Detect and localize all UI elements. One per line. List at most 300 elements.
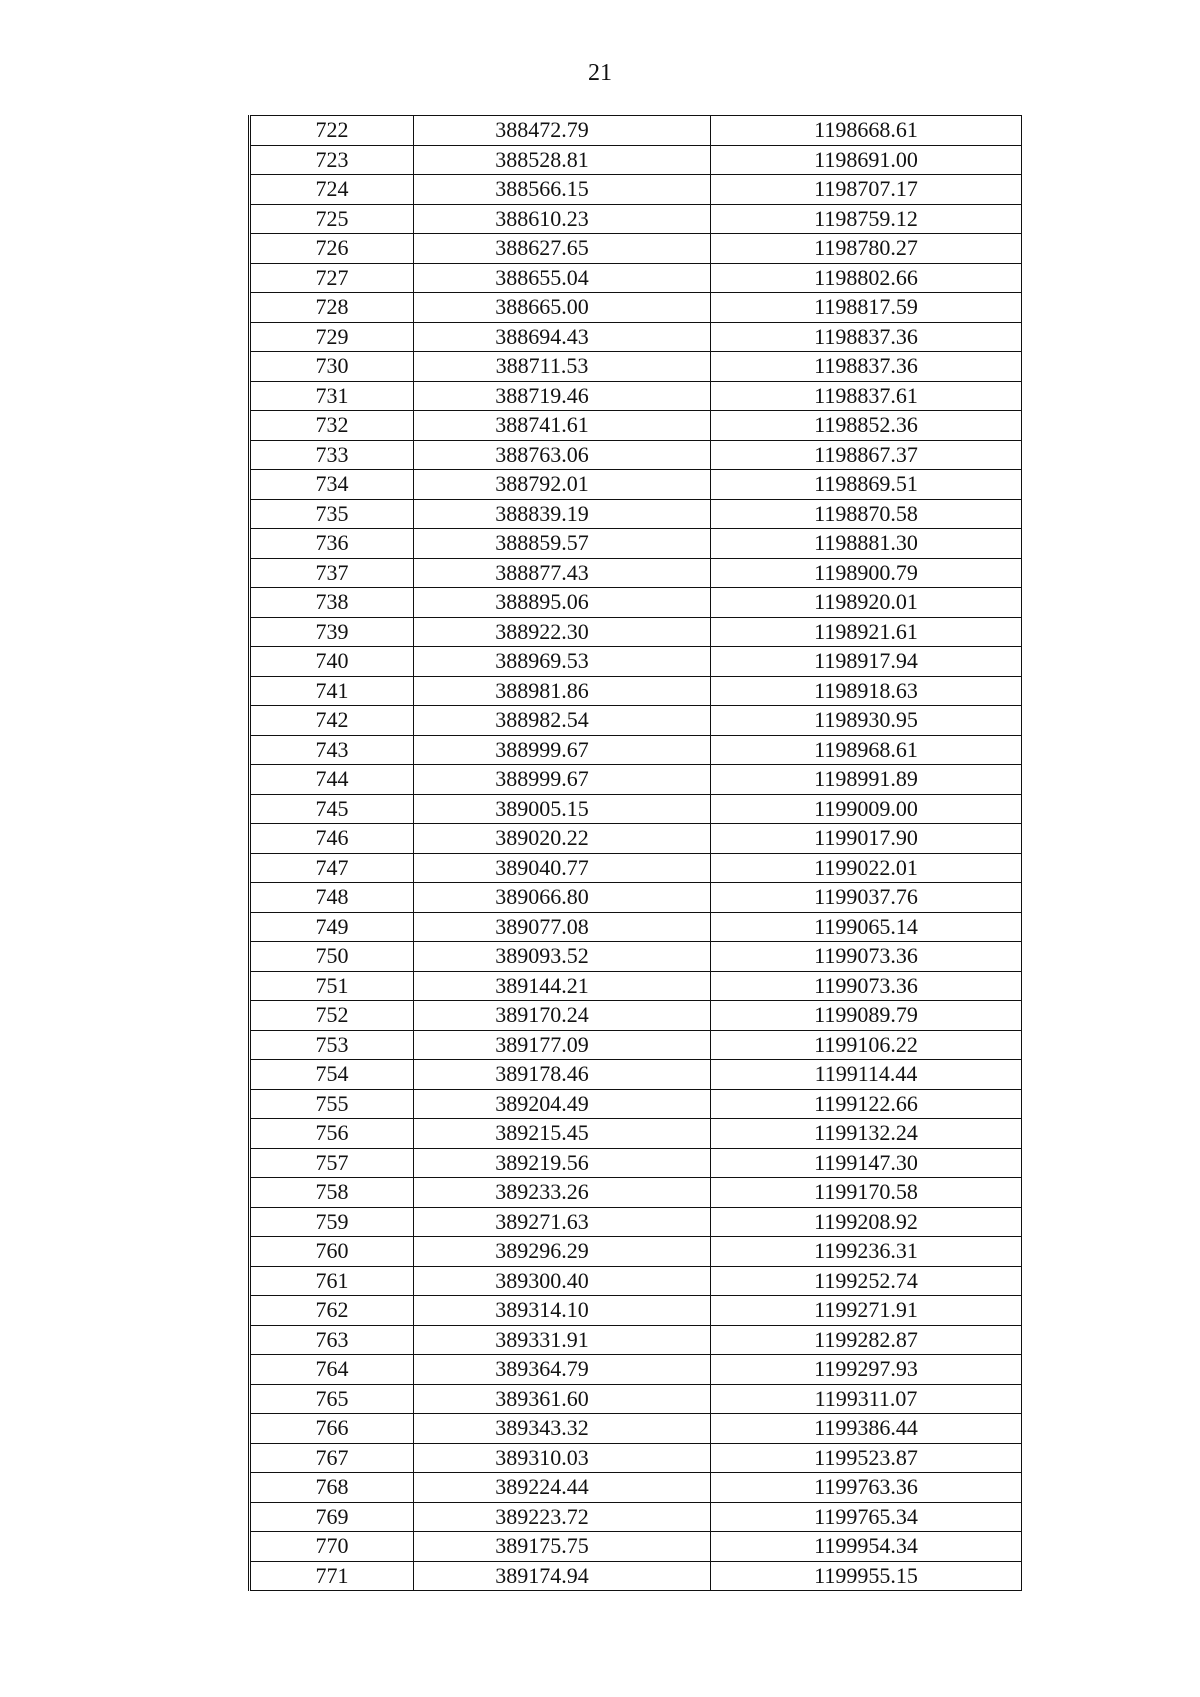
point-number-cell <box>250 706 414 736</box>
point-number-cell <box>250 204 414 234</box>
y-coordinate-value: 1199955.15 <box>814 1562 918 1588</box>
x-coordinate-value: 389066.80 <box>495 884 589 910</box>
y-coordinate-value: 1199022.01 <box>814 854 918 880</box>
table-row <box>250 942 1022 972</box>
table-row <box>250 676 1022 706</box>
point-number-cell <box>250 1473 414 1503</box>
point-number-value: 744 <box>315 766 349 792</box>
y-coordinate-value: 1199311.07 <box>814 1385 918 1411</box>
x-coordinate-cell <box>414 735 711 765</box>
y-coordinate-cell <box>711 971 1022 1001</box>
y-coordinate-value: 1199114.44 <box>814 1061 918 1087</box>
point-number-value: 755 <box>315 1090 349 1116</box>
point-number-cell <box>250 676 414 706</box>
x-coordinate-cell <box>414 794 711 824</box>
y-coordinate-value: 1199017.90 <box>814 825 918 851</box>
x-coordinate-value: 389175.75 <box>495 1533 589 1559</box>
y-coordinate-value: 1198968.61 <box>814 736 918 762</box>
point-number-cell <box>250 1089 414 1119</box>
point-number-cell <box>250 1178 414 1208</box>
y-coordinate-cell <box>711 411 1022 441</box>
x-coordinate-value: 388969.53 <box>495 648 589 674</box>
y-coordinate-cell <box>711 1207 1022 1237</box>
coordinate-table <box>248 115 1022 1591</box>
y-coordinate-value: 1198870.58 <box>814 500 918 526</box>
y-coordinate-cell <box>711 116 1022 146</box>
table-row <box>250 1414 1022 1444</box>
table-row <box>250 971 1022 1001</box>
x-coordinate-cell <box>414 588 711 618</box>
point-number-cell <box>250 558 414 588</box>
point-number-value: 725 <box>315 205 349 231</box>
x-coordinate-cell <box>414 1325 711 1355</box>
x-coordinate-value: 389271.63 <box>495 1208 589 1234</box>
x-coordinate-cell <box>414 558 711 588</box>
point-number-cell <box>250 411 414 441</box>
point-number-cell <box>250 234 414 264</box>
x-coordinate-value: 389361.60 <box>495 1385 589 1411</box>
x-coordinate-cell <box>414 1473 711 1503</box>
point-number-value: 766 <box>315 1415 349 1441</box>
y-coordinate-value: 1199170.58 <box>814 1179 918 1205</box>
y-coordinate-value: 1198837.36 <box>814 353 918 379</box>
point-number-value: 745 <box>315 795 349 821</box>
x-coordinate-cell <box>414 381 711 411</box>
point-number-value: 737 <box>315 559 349 585</box>
y-coordinate-cell <box>711 1355 1022 1385</box>
y-coordinate-cell <box>711 912 1022 942</box>
y-coordinate-value: 1199282.87 <box>814 1326 918 1352</box>
x-coordinate-cell <box>414 293 711 323</box>
table-row <box>250 735 1022 765</box>
y-coordinate-cell <box>711 145 1022 175</box>
coordinate-table-body <box>250 116 1022 1591</box>
point-number-cell <box>250 1266 414 1296</box>
y-coordinate-value: 1198780.27 <box>814 235 918 261</box>
x-coordinate-cell <box>414 529 711 559</box>
y-coordinate-value: 1198867.37 <box>814 441 918 467</box>
x-coordinate-cell <box>414 263 711 293</box>
y-coordinate-cell <box>711 1502 1022 1532</box>
x-coordinate-cell <box>414 1148 711 1178</box>
point-number-cell <box>250 1237 414 1267</box>
x-coordinate-value: 388719.46 <box>495 382 589 408</box>
point-number-value: 726 <box>315 235 349 261</box>
x-coordinate-value: 388839.19 <box>495 500 589 526</box>
x-coordinate-cell <box>414 1561 711 1591</box>
y-coordinate-value: 1198759.12 <box>814 205 918 231</box>
y-coordinate-value: 1198852.36 <box>814 412 918 438</box>
y-coordinate-cell <box>711 1119 1022 1149</box>
x-coordinate-cell <box>414 234 711 264</box>
table-row <box>250 1060 1022 1090</box>
y-coordinate-cell <box>711 1266 1022 1296</box>
x-coordinate-value: 388694.43 <box>495 323 589 349</box>
y-coordinate-value: 1198917.94 <box>814 648 918 674</box>
point-number-cell <box>250 116 414 146</box>
point-number-cell <box>250 293 414 323</box>
point-number-value: 762 <box>315 1297 349 1323</box>
y-coordinate-cell <box>711 1001 1022 1031</box>
y-coordinate-cell <box>711 1089 1022 1119</box>
table-row <box>250 1266 1022 1296</box>
table-row <box>250 1443 1022 1473</box>
point-number-cell <box>250 175 414 205</box>
point-number-cell <box>250 1119 414 1149</box>
point-number-cell <box>250 588 414 618</box>
table-row <box>250 1473 1022 1503</box>
y-coordinate-cell <box>711 1384 1022 1414</box>
table-row <box>250 1384 1022 1414</box>
table-row <box>250 1355 1022 1385</box>
point-number-value: 756 <box>315 1120 349 1146</box>
point-number-cell <box>250 470 414 500</box>
y-coordinate-cell <box>711 558 1022 588</box>
x-coordinate-cell <box>414 971 711 1001</box>
y-coordinate-value: 1198920.01 <box>814 589 918 615</box>
y-coordinate-cell <box>711 499 1022 529</box>
point-number-cell <box>250 1502 414 1532</box>
y-coordinate-cell <box>711 322 1022 352</box>
x-coordinate-value: 389364.79 <box>495 1356 589 1382</box>
y-coordinate-cell <box>711 735 1022 765</box>
table-row <box>250 617 1022 647</box>
table-row <box>250 440 1022 470</box>
y-coordinate-cell <box>711 529 1022 559</box>
point-number-cell <box>250 1325 414 1355</box>
x-coordinate-value: 388711.53 <box>495 353 589 379</box>
y-coordinate-value: 1198918.63 <box>814 677 918 703</box>
point-number-cell <box>250 971 414 1001</box>
page-number: 21 <box>588 60 612 86</box>
point-number-value: 727 <box>315 264 349 290</box>
x-coordinate-cell <box>414 1030 711 1060</box>
table-row <box>250 529 1022 559</box>
table-row <box>250 499 1022 529</box>
x-coordinate-value: 389219.56 <box>495 1149 589 1175</box>
point-number-value: 724 <box>315 176 349 202</box>
point-number-cell <box>250 499 414 529</box>
point-number-value: 729 <box>315 323 349 349</box>
x-coordinate-cell <box>414 470 711 500</box>
point-number-value: 768 <box>315 1474 349 1500</box>
point-number-cell <box>250 1001 414 1031</box>
point-number-value: 761 <box>315 1267 349 1293</box>
x-coordinate-value: 389223.72 <box>495 1503 589 1529</box>
y-coordinate-cell <box>711 1237 1022 1267</box>
y-coordinate-value: 1198707.17 <box>814 176 918 202</box>
x-coordinate-value: 388610.23 <box>495 205 589 231</box>
x-coordinate-cell <box>414 1119 711 1149</box>
x-coordinate-cell <box>414 204 711 234</box>
x-coordinate-cell <box>414 411 711 441</box>
x-coordinate-value: 389233.26 <box>495 1179 589 1205</box>
x-coordinate-value: 388999.67 <box>495 736 589 762</box>
point-number-value: 733 <box>315 441 349 467</box>
point-number-value: 743 <box>315 736 349 762</box>
point-number-value: 731 <box>315 382 349 408</box>
x-coordinate-cell <box>414 175 711 205</box>
x-coordinate-cell <box>414 1355 711 1385</box>
y-coordinate-value: 1199271.91 <box>814 1297 918 1323</box>
y-coordinate-value: 1198691.00 <box>814 146 918 172</box>
y-coordinate-value: 1199065.14 <box>814 913 918 939</box>
y-coordinate-value: 1199208.92 <box>814 1208 918 1234</box>
point-number-cell <box>250 617 414 647</box>
point-number-value: 771 <box>315 1562 349 1588</box>
point-number-cell <box>250 1443 414 1473</box>
x-coordinate-value: 389040.77 <box>495 854 589 880</box>
x-coordinate-cell <box>414 1384 711 1414</box>
x-coordinate-value: 389005.15 <box>495 795 589 821</box>
x-coordinate-cell <box>414 1443 711 1473</box>
table-row <box>250 1502 1022 1532</box>
point-number-value: 763 <box>315 1326 349 1352</box>
point-number-value: 759 <box>315 1208 349 1234</box>
point-number-cell <box>250 1148 414 1178</box>
x-coordinate-cell <box>414 706 711 736</box>
y-coordinate-value: 1198668.61 <box>814 117 918 143</box>
y-coordinate-cell <box>711 588 1022 618</box>
point-number-value: 765 <box>315 1385 349 1411</box>
y-coordinate-cell <box>711 440 1022 470</box>
point-number-cell <box>250 1414 414 1444</box>
x-coordinate-cell <box>414 942 711 972</box>
y-coordinate-cell <box>711 1473 1022 1503</box>
table-row <box>250 824 1022 854</box>
table-row <box>250 794 1022 824</box>
y-coordinate-cell <box>711 381 1022 411</box>
x-coordinate-value: 388922.30 <box>495 618 589 644</box>
x-coordinate-value: 389170.24 <box>495 1002 589 1028</box>
x-coordinate-value: 389177.09 <box>495 1031 589 1057</box>
table-row <box>250 883 1022 913</box>
y-coordinate-cell <box>711 942 1022 972</box>
point-number-cell <box>250 883 414 913</box>
x-coordinate-value: 389178.46 <box>495 1061 589 1087</box>
x-coordinate-value: 388792.01 <box>495 471 589 497</box>
x-coordinate-value: 389331.91 <box>495 1326 589 1352</box>
x-coordinate-value: 389174.94 <box>495 1562 589 1588</box>
x-coordinate-value: 388655.04 <box>495 264 589 290</box>
y-coordinate-cell <box>711 1060 1022 1090</box>
y-coordinate-cell <box>711 263 1022 293</box>
table-row <box>250 116 1022 146</box>
table-row <box>250 1148 1022 1178</box>
y-coordinate-value: 1199009.00 <box>814 795 918 821</box>
table-row <box>250 175 1022 205</box>
point-number-value: 732 <box>315 412 349 438</box>
x-coordinate-cell <box>414 1296 711 1326</box>
table-row <box>250 1030 1022 1060</box>
y-coordinate-cell <box>711 1148 1022 1178</box>
y-coordinate-value: 1198837.36 <box>814 323 918 349</box>
x-coordinate-cell <box>414 824 711 854</box>
x-coordinate-value: 388741.61 <box>495 412 589 438</box>
point-number-value: 738 <box>315 589 349 615</box>
point-number-cell <box>250 942 414 972</box>
point-number-value: 746 <box>315 825 349 851</box>
y-coordinate-cell <box>711 853 1022 883</box>
x-coordinate-value: 388895.06 <box>495 589 589 615</box>
point-number-cell <box>250 1030 414 1060</box>
y-coordinate-value: 1198921.61 <box>814 618 918 644</box>
point-number-value: 751 <box>315 972 349 998</box>
x-coordinate-value: 388981.86 <box>495 677 589 703</box>
y-coordinate-value: 1199037.76 <box>814 884 918 910</box>
y-coordinate-cell <box>711 1030 1022 1060</box>
y-coordinate-cell <box>711 647 1022 677</box>
table-row <box>250 322 1022 352</box>
point-number-cell <box>250 735 414 765</box>
point-number-value: 758 <box>315 1179 349 1205</box>
point-number-value: 770 <box>315 1533 349 1559</box>
table-row <box>250 1207 1022 1237</box>
y-coordinate-cell <box>711 794 1022 824</box>
y-coordinate-value: 1198802.66 <box>814 264 918 290</box>
point-number-cell <box>250 322 414 352</box>
x-coordinate-value: 389296.29 <box>495 1238 589 1264</box>
x-coordinate-value: 388877.43 <box>495 559 589 585</box>
y-coordinate-cell <box>711 1325 1022 1355</box>
y-coordinate-value: 1199523.87 <box>814 1444 918 1470</box>
x-coordinate-value: 389204.49 <box>495 1090 589 1116</box>
x-coordinate-cell <box>414 1001 711 1031</box>
table-row <box>250 1089 1022 1119</box>
table-row <box>250 912 1022 942</box>
point-number-value: 736 <box>315 530 349 556</box>
y-coordinate-value: 1198817.59 <box>814 294 918 320</box>
y-coordinate-value: 1198930.95 <box>814 707 918 733</box>
point-number-cell <box>250 381 414 411</box>
point-number-value: 769 <box>315 1503 349 1529</box>
x-coordinate-value: 388859.57 <box>495 530 589 556</box>
x-coordinate-cell <box>414 1207 711 1237</box>
y-coordinate-value: 1199236.31 <box>814 1238 918 1264</box>
x-coordinate-cell <box>414 765 711 795</box>
table-row <box>250 1119 1022 1149</box>
y-coordinate-cell <box>711 1178 1022 1208</box>
point-number-value: 742 <box>315 707 349 733</box>
x-coordinate-cell <box>414 912 711 942</box>
y-coordinate-cell <box>711 1443 1022 1473</box>
y-coordinate-value: 1198991.89 <box>814 766 918 792</box>
table-row <box>250 647 1022 677</box>
table-row <box>250 853 1022 883</box>
table-row <box>250 411 1022 441</box>
point-number-cell <box>250 912 414 942</box>
y-coordinate-cell <box>711 1414 1022 1444</box>
point-number-cell <box>250 352 414 382</box>
x-coordinate-cell <box>414 116 711 146</box>
x-coordinate-value: 389144.21 <box>495 972 589 998</box>
y-coordinate-value: 1199954.34 <box>814 1533 918 1559</box>
y-coordinate-value: 1199147.30 <box>814 1149 918 1175</box>
table-row <box>250 1296 1022 1326</box>
y-coordinate-cell <box>711 470 1022 500</box>
point-number-cell <box>250 853 414 883</box>
point-number-value: 728 <box>315 294 349 320</box>
table-row <box>250 204 1022 234</box>
point-number-cell <box>250 440 414 470</box>
y-coordinate-value: 1199297.93 <box>814 1356 918 1382</box>
y-coordinate-value: 1199073.36 <box>814 972 918 998</box>
point-number-value: 760 <box>315 1238 349 1264</box>
y-coordinate-cell <box>711 1561 1022 1591</box>
x-coordinate-value: 389215.45 <box>495 1120 589 1146</box>
y-coordinate-cell <box>711 204 1022 234</box>
point-number-value: 735 <box>315 500 349 526</box>
x-coordinate-cell <box>414 499 711 529</box>
x-coordinate-cell <box>414 352 711 382</box>
y-coordinate-cell <box>711 617 1022 647</box>
table-row <box>250 1325 1022 1355</box>
x-coordinate-value: 389314.10 <box>495 1297 589 1323</box>
x-coordinate-cell <box>414 322 711 352</box>
point-number-cell <box>250 1355 414 1385</box>
point-number-value: 741 <box>315 677 349 703</box>
point-number-value: 754 <box>315 1061 349 1087</box>
table-row <box>250 1532 1022 1562</box>
x-coordinate-cell <box>414 1089 711 1119</box>
y-coordinate-value: 1199122.66 <box>814 1090 918 1116</box>
table-row <box>250 263 1022 293</box>
x-coordinate-value: 388528.81 <box>495 146 589 172</box>
point-number-value: 747 <box>315 854 349 880</box>
x-coordinate-value: 388627.65 <box>495 235 589 261</box>
point-number-cell <box>250 1060 414 1090</box>
point-number-cell <box>250 647 414 677</box>
point-number-cell <box>250 1384 414 1414</box>
y-coordinate-cell <box>711 706 1022 736</box>
x-coordinate-cell <box>414 853 711 883</box>
table-row <box>250 470 1022 500</box>
point-number-value: 748 <box>315 884 349 910</box>
table-row <box>250 765 1022 795</box>
x-coordinate-cell <box>414 647 711 677</box>
x-coordinate-value: 388982.54 <box>495 707 589 733</box>
point-number-value: 739 <box>315 618 349 644</box>
point-number-value: 757 <box>315 1149 349 1175</box>
x-coordinate-value: 388566.15 <box>495 176 589 202</box>
point-number-value: 752 <box>315 1002 349 1028</box>
x-coordinate-cell <box>414 1414 711 1444</box>
point-number-value: 734 <box>315 471 349 497</box>
x-coordinate-value: 389224.44 <box>495 1474 589 1500</box>
y-coordinate-cell <box>711 1532 1022 1562</box>
x-coordinate-cell <box>414 1237 711 1267</box>
table-row <box>250 293 1022 323</box>
x-coordinate-value: 388665.00 <box>495 294 589 320</box>
y-coordinate-cell <box>711 676 1022 706</box>
table-row <box>250 381 1022 411</box>
point-number-value: 740 <box>315 648 349 674</box>
y-coordinate-value: 1198869.51 <box>814 471 918 497</box>
x-coordinate-value: 389077.08 <box>495 913 589 939</box>
point-number-cell <box>250 1296 414 1326</box>
x-coordinate-cell <box>414 1532 711 1562</box>
x-coordinate-value: 388999.67 <box>495 766 589 792</box>
x-coordinate-cell <box>414 883 711 913</box>
x-coordinate-cell <box>414 1060 711 1090</box>
point-number-value: 750 <box>315 943 349 969</box>
y-coordinate-value: 1199763.36 <box>814 1474 918 1500</box>
y-coordinate-cell <box>711 883 1022 913</box>
y-coordinate-value: 1199765.34 <box>814 1503 918 1529</box>
x-coordinate-value: 388472.79 <box>495 117 589 143</box>
y-coordinate-cell <box>711 293 1022 323</box>
point-number-cell <box>250 824 414 854</box>
